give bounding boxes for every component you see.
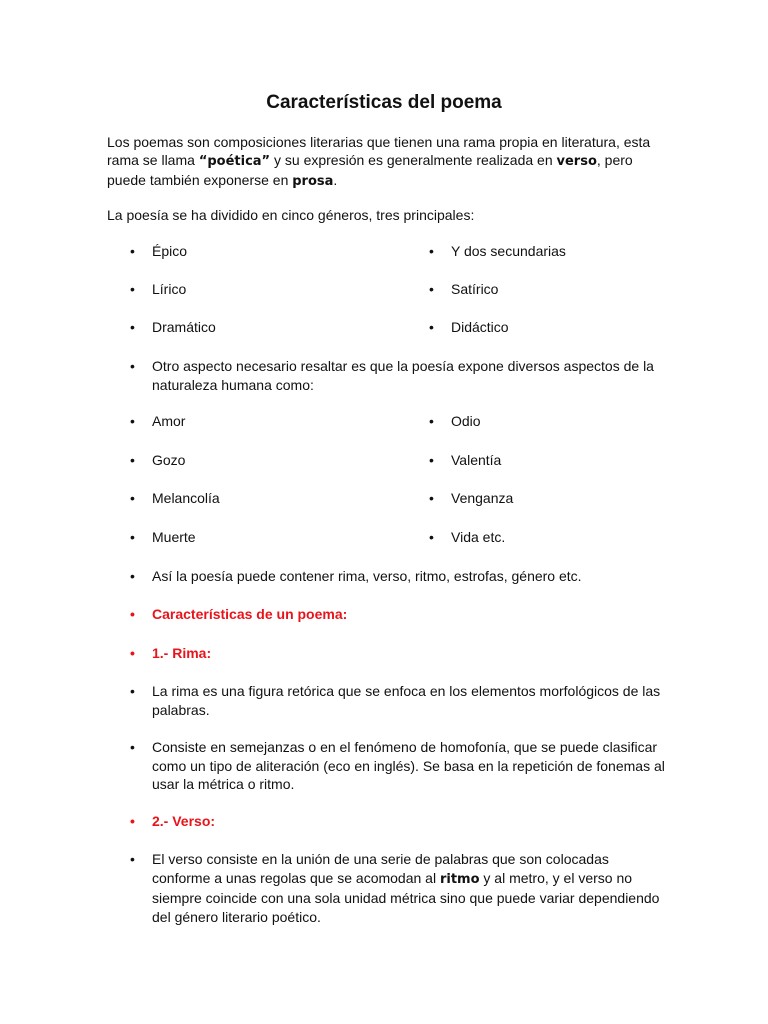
bullet-icon: •: [130, 851, 135, 867]
bullet-icon: •: [130, 452, 135, 468]
list-item-genre: • Lírico: [130, 281, 187, 297]
verso-text-2: y al metro, y el verso no siempre coincide con una sola unidad métrica sino que puede variar dependiendo del género literario poético.: [152, 869, 660, 925]
intro-bold-poetica: “poética”: [198, 154, 271, 169]
bullet-icon: •: [130, 413, 135, 429]
bullet-icon: •: [130, 281, 135, 297]
intro-text-1: Los poemas son composiciones literarias que tienen una rama propia en literatura, esta rama se llama: [107, 134, 651, 168]
list-item-aspect-note: • Otro aspecto necesario resaltar es que la poesía expone diversos aspectos de la naturaleza humana como:: [130, 358, 654, 393]
bullet-icon: •: [429, 319, 434, 335]
bullet-icon: •: [130, 243, 135, 259]
list-item-aspect: • Melancolía: [130, 490, 220, 506]
intro-text-3: , pero puede también exponerse en: [107, 152, 633, 188]
list-item-verso-definition: [130, 850, 667, 926]
verso-text-1: El verso consiste en la unión de una serie de palabras que son colocadas conforme a unas regolas que se acomodan al: [152, 851, 609, 886]
list-item-genre: • Y dos secundarias: [429, 243, 566, 259]
bullet-icon: •: [130, 358, 135, 374]
bullet-icon: •: [130, 319, 135, 335]
list-item-genre: • Satírico: [429, 281, 499, 297]
verso-bold-ritmo: ritmo: [439, 871, 480, 887]
intro-bold-verso: verso: [556, 154, 597, 169]
list-item-genre: • Didáctico: [429, 319, 509, 335]
bullet-icon: •: [130, 645, 135, 661]
bullet-icon: •: [130, 683, 135, 699]
list-item-rima-detail: • Consiste en semejanzas o en el fenómeno de homofonía, que se puede clasificar como un tipo de aliteración (eco en inglés). Se basa en la repetición de fonemas al usar la métrica o ritmo.: [130, 739, 665, 792]
bullet-icon: •: [429, 529, 434, 545]
bullet-icon: •: [130, 739, 135, 755]
list-item-rima-definition: • La rima es una figura retórica que se enfoca en los elementos morfológicos de las palabras.: [130, 683, 661, 718]
list-item-aspect: • Venganza: [429, 490, 514, 506]
intro-paragraph: [107, 133, 667, 191]
subheading-rima: • 1.- Rima:: [130, 645, 212, 661]
list-item-aspect: • Valentía: [429, 452, 502, 468]
genres-intro: La poesía se ha dividido en cinco géneros, tres principales:: [107, 207, 475, 223]
bullet-icon: •: [429, 490, 434, 506]
page-title: Características del poema: [266, 92, 502, 113]
list-item-aspect: • Muerte: [130, 529, 196, 545]
list-item-aspect: • Amor: [130, 413, 186, 429]
list-item-genre: • Dramático: [130, 319, 216, 335]
bullet-icon: •: [130, 529, 135, 545]
intro-text-4: .: [333, 172, 338, 188]
bullet-icon: •: [429, 452, 434, 468]
list-item-aspect: • Gozo: [130, 452, 186, 468]
bullet-icon: •: [130, 606, 135, 622]
intro-bold-prosa: prosa: [292, 174, 334, 189]
list-item-aspect: • Odio: [429, 413, 481, 429]
list-item-summary: • Así la poesía puede contener rima, verso, ritmo, estrofas, género etc.: [130, 568, 582, 584]
bullet-icon: •: [429, 281, 434, 297]
section-heading: • Características de un poema:: [130, 606, 348, 622]
bullet-icon: •: [429, 413, 434, 429]
intro-text-2: y su expresión es generalmente realizada en: [270, 152, 557, 168]
bullet-icon: •: [130, 568, 135, 584]
bullet-icon: •: [130, 490, 135, 506]
list-item-genre: • Épico: [130, 243, 188, 259]
subheading-verso: • 2.- Verso:: [130, 813, 216, 829]
bullet-icon: •: [130, 813, 135, 829]
list-item-aspect: • Vida etc.: [429, 529, 506, 545]
bullet-icon: •: [429, 243, 434, 259]
